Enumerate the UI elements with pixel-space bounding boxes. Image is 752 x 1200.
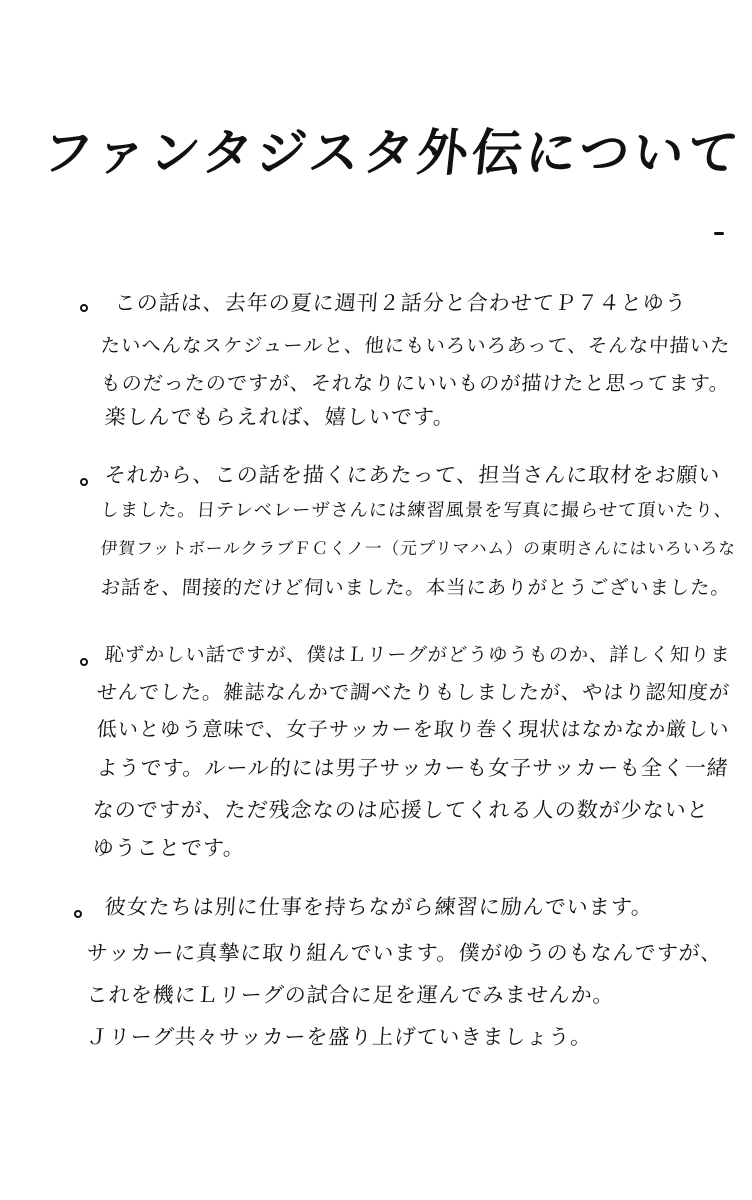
paragraph-line: ものだったのですが、それなりにいいものが描けたと思ってます。 bbox=[99, 371, 731, 395]
paragraph-line: ゆうことです。 bbox=[91, 836, 246, 860]
bullet-icon bbox=[80, 478, 88, 486]
bullet-icon bbox=[80, 304, 88, 312]
paragraph-line: ようです。ルール的には男子サッカーも女子サッカーも全く一緒 bbox=[95, 756, 730, 780]
paragraph-line: 恥ずかしい話ですが、僕はＬリーグがどうゆうものか、詳しく知りま bbox=[103, 643, 732, 666]
paragraph-line: 低いとゆう意味で、女子サッカーを取り巻く現状はなかなか厳しい bbox=[95, 717, 731, 741]
paragraph-line: これを機にＬリーグの試合に足を運んでみませんか。 bbox=[85, 983, 616, 1007]
paragraph-line: 伊賀フットボールクラブＦＣくノ一（元プリマハム）の東明さんにはいろいろな bbox=[99, 538, 737, 558]
page-title: ファンタジスタ外伝について bbox=[39, 123, 745, 182]
paragraph-line: しました。日テレベレーザさんには練習風景を写真に撮らせて頂いたり、 bbox=[99, 500, 734, 521]
paragraph-line: なのですが、ただ残念なのは応援してくれる人の数が少ないと bbox=[91, 798, 710, 822]
paragraph-line: この話は、去年の夏に週刊２話分と合わせてＰ７４とゆう bbox=[113, 291, 688, 315]
title-mark bbox=[714, 232, 724, 235]
paragraph-line: たいへんなスケジュールと、他にもいろいろあって、そんな中描いた bbox=[99, 334, 732, 357]
bullet-icon bbox=[80, 658, 88, 666]
paragraph-line: 楽しんでもらえれば、嬉しいです。 bbox=[103, 405, 456, 429]
bullet-icon bbox=[74, 910, 82, 918]
paragraph-line: Ｊリーグ共々サッカーを盛り上げていきましょう。 bbox=[85, 1025, 594, 1049]
paragraph-line: 彼女たちは別に仕事を持ちながら練習に励んでいます。 bbox=[103, 895, 654, 919]
paragraph-line: それから、この話を描くにあたって、担当さんに取材をお願い bbox=[103, 463, 722, 487]
paragraph-line: サッカーに真摯に取り組んでいます。僕がゆうのもなんですが、 bbox=[85, 941, 724, 965]
paragraph-line: せんでした。雑誌なんかで調べたりもしましたが、やはり認知度が bbox=[95, 680, 731, 704]
paragraph-line: お話を、間接的だけど伺いました。本当にありがとうございました。 bbox=[99, 576, 732, 599]
